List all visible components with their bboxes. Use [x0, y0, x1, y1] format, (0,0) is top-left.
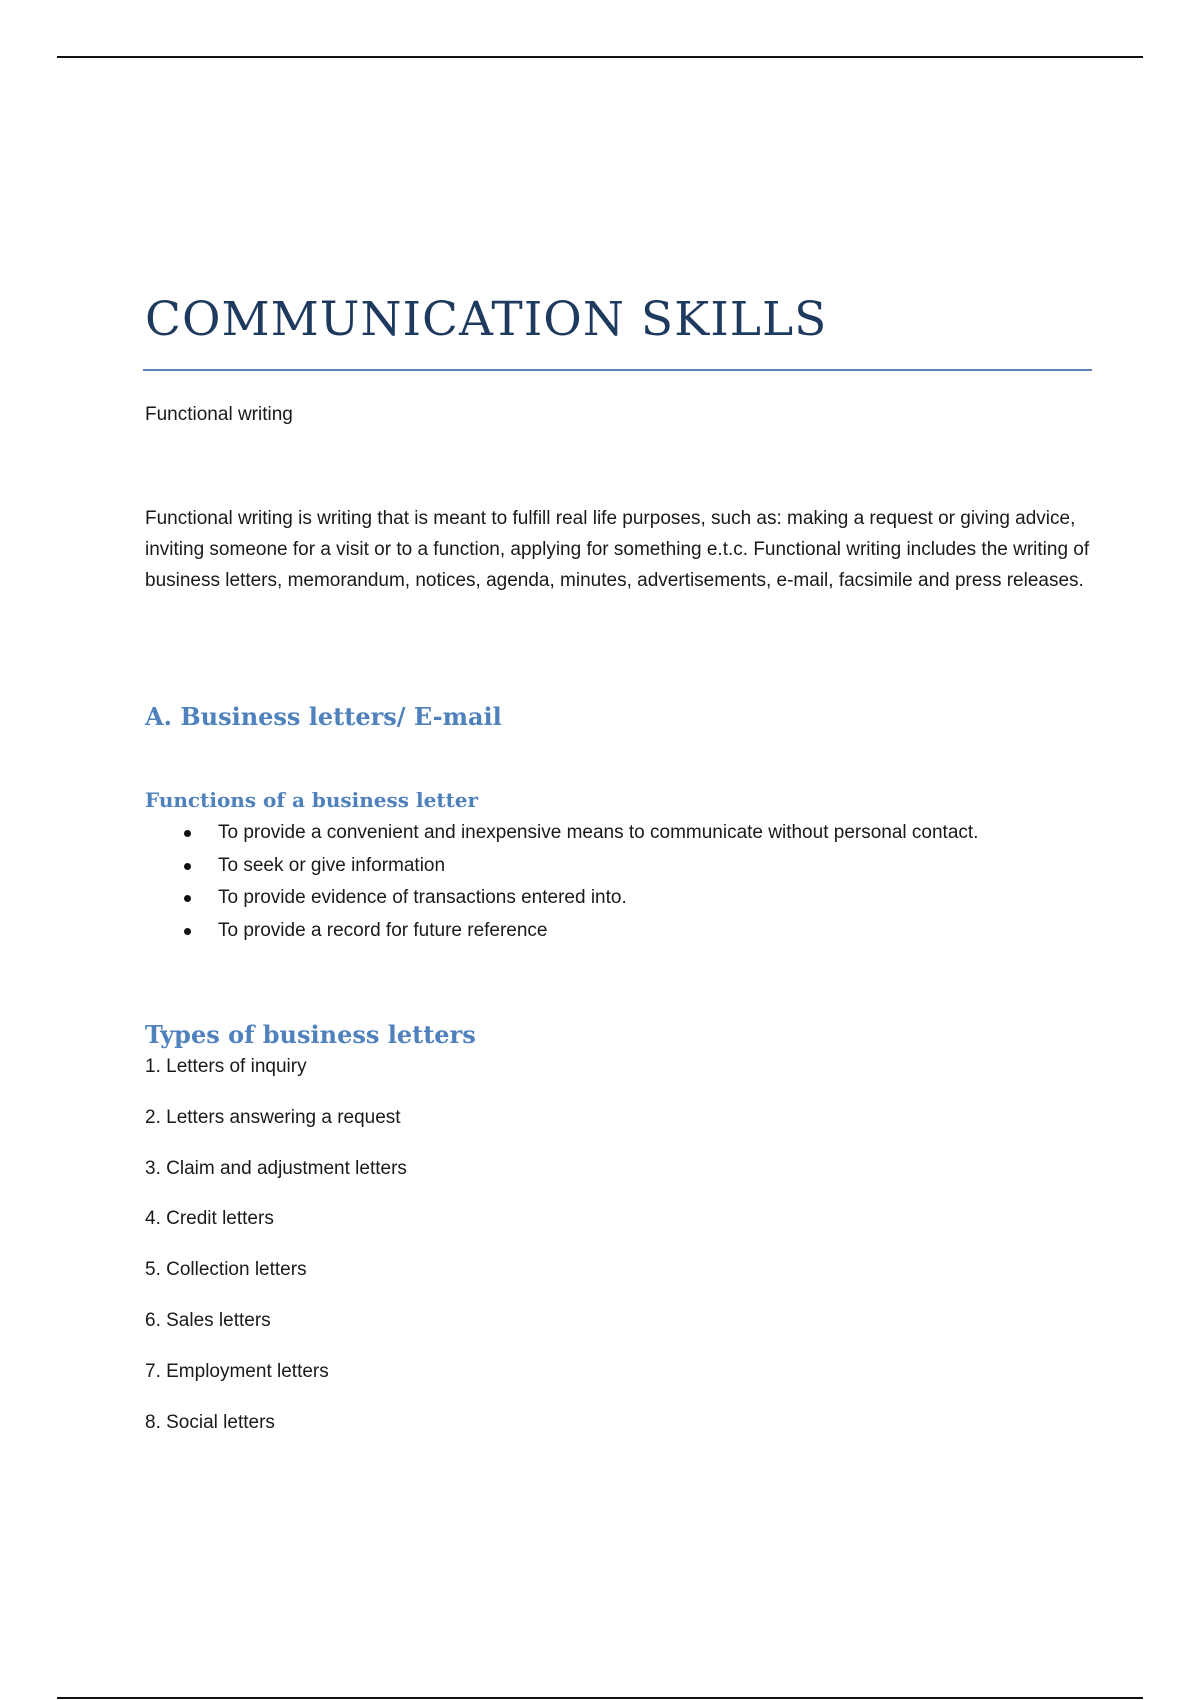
- list-item: 2. Letters answering a request: [145, 1106, 401, 1128]
- list-item-text: To provide a record for future reference: [218, 919, 548, 941]
- list-item: 3. Claim and adjustment letters: [145, 1157, 407, 1179]
- bullet-icon: [184, 928, 191, 935]
- page-bottom-rule: [57, 1697, 1143, 1699]
- bullet-icon: [184, 830, 191, 837]
- list-item-text: To provide a convenient and inexpensive means to communicate without personal contact.: [218, 822, 979, 843]
- list-item: [180, 817, 978, 850]
- list-item: [180, 915, 978, 948]
- list-item: 7. Employment letters: [145, 1360, 329, 1382]
- list-item: 4. Credit letters: [145, 1208, 274, 1230]
- functions-heading: Functions of a business letter: [145, 788, 479, 812]
- types-heading: Types of business letters: [145, 1020, 476, 1049]
- bullet-icon: [184, 895, 191, 902]
- list-item: 6. Sales letters: [145, 1309, 271, 1331]
- list-item-text: To seek or give information: [218, 854, 446, 876]
- functions-list: [180, 817, 978, 947]
- section-heading-business-letters: A. Business letters/ E-mail: [145, 702, 502, 731]
- list-item: 1. Letters of inquiry: [145, 1056, 307, 1077]
- types-list: [145, 1052, 407, 1458]
- intro-paragraph: Functional writing is writing that is meant to fulfill real life purposes, such as: making a request or giving advice, inviting someone for a visit or to a function, applying for something e.t.c. Functional writing includes the writing of business letters, memorandum, notices, agenda, minutes, advertisements, e-mail, facsimile and press releases.: [145, 508, 1090, 591]
- bullet-icon: [184, 863, 191, 870]
- page-top-rule: [57, 56, 1143, 58]
- document-title: COMMUNICATION SKILLS: [145, 292, 828, 347]
- list-item: 5. Collection letters: [145, 1259, 307, 1281]
- list-item-text: To provide evidence of transactions entered into.: [218, 887, 627, 908]
- list-item: 8. Social letters: [145, 1411, 275, 1433]
- list-item: [180, 882, 978, 915]
- list-item: [180, 850, 978, 883]
- title-underline: [143, 369, 1092, 371]
- document-subtitle: Functional writing: [145, 404, 293, 425]
